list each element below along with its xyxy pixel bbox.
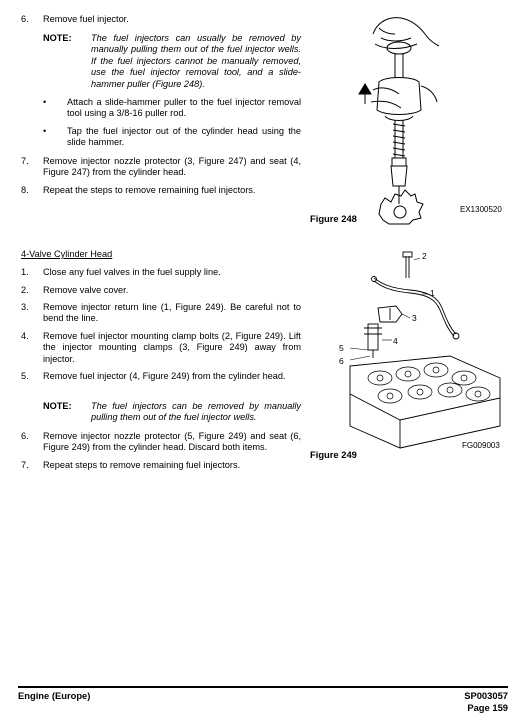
footer-doc-number: SP003057	[464, 690, 508, 701]
figure-248-label: Figure 248	[310, 213, 357, 224]
bullet-dot: •	[43, 97, 47, 107]
step-number: 6.	[21, 431, 29, 441]
footer-doc-page	[464, 690, 508, 714]
callout-2: 2	[422, 251, 427, 261]
step-text: Remove valve cover.	[43, 285, 129, 295]
note-text: The fuel injectors can be removed by manually pulling them out of the fuel injector wells.	[91, 401, 301, 423]
note-text: The fuel injectors can usually be removed by manually pulling them out of the fuel injector wells. If the fuel injectors cannot be manually removed, use the fuel injector removal tool, and a slide-hammer puller (Figure 248).	[91, 33, 301, 89]
section-heading-4-valve: 4-Valve Cylinder Head	[21, 249, 113, 259]
figure-249-code: FG009003	[462, 441, 500, 450]
step-text: Remove fuel injector (4, Figure 249) from the cylinder head.	[43, 371, 286, 381]
step-number: 1.	[21, 267, 29, 277]
figure-249-label: Figure 249	[310, 449, 357, 460]
step-number: 4.	[21, 331, 29, 341]
callout-6: 6	[339, 356, 344, 366]
figure-248-illustration	[355, 8, 505, 223]
bullet-text: Attach a slide-hammer puller to the fuel injector removal tool using a 3/8-16 puller rod.	[67, 97, 301, 119]
step-text: Remove injector nozzle protector (5, Figure 249) and seat (6, Figure 249) from the cylinder head. Discard both items.	[43, 431, 301, 453]
step-number: 7.	[21, 460, 29, 470]
step-text: Remove injector nozzle protector (3, Figure 247) and seat (4, Figure 247) from the cylinder head.	[43, 156, 301, 178]
note-label: NOTE:	[43, 401, 72, 411]
note-label: NOTE:	[43, 33, 72, 43]
step-text: Repeat steps to remove remaining fuel injectors.	[43, 460, 241, 470]
step-number: 5.	[21, 371, 29, 381]
step-text: Remove fuel injector.	[43, 14, 129, 24]
step-number: 3.	[21, 302, 29, 312]
step-text: Remove injector return line (1, Figure 249). Be careful not to bend the line.	[43, 302, 301, 324]
bullet-text: Tap the fuel injector out of the cylinder head using the slide hammer.	[67, 126, 301, 148]
step-number: 2.	[21, 285, 29, 295]
figure-248-code: EX1300520	[460, 205, 502, 214]
step-text: Repeat the steps to remove remaining fuel injectors.	[43, 185, 256, 195]
callout-5: 5	[339, 343, 344, 353]
step-text: Close any fuel valves in the fuel supply line.	[43, 267, 221, 277]
step-text: Remove fuel injector mounting clamp bolts (2, Figure 249). Lift the injector mounting clamps (3, Figure 249) away from injector.	[43, 331, 301, 364]
footer-manual-title: Engine (Europe)	[18, 690, 91, 701]
callout-3: 3	[412, 313, 417, 323]
bullet-dot: •	[43, 126, 47, 136]
step-number: 8.	[21, 185, 29, 195]
callout-4: 4	[393, 336, 398, 346]
step-number: 7.	[21, 156, 29, 166]
step-number: 6.	[21, 14, 29, 24]
callout-1: 1	[430, 288, 435, 298]
footer-rule	[18, 686, 508, 688]
footer-page-number: Page 159	[467, 702, 508, 713]
figure-249-illustration	[330, 248, 510, 448]
